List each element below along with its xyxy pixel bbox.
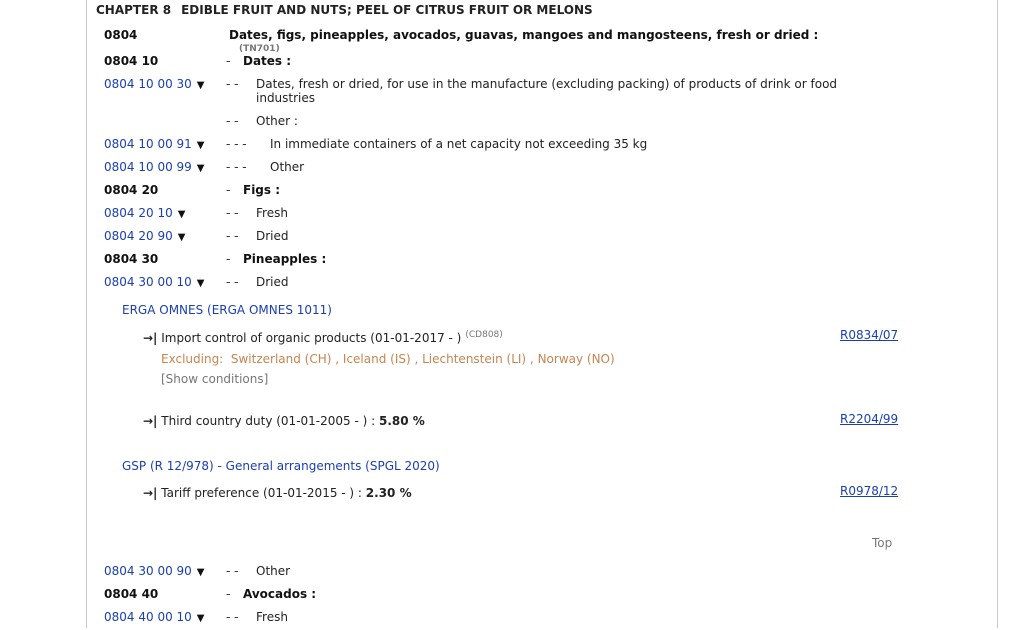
gsp-link[interactable]: GSP (R 12/978) - General arrangements (SPGL 2020) [122,459,440,473]
row-description: Fresh [256,206,288,220]
measure-tariff-preference [143,486,903,500]
duty-value: 2.30 % [365,486,412,500]
subheading-code: 0804 40 [104,587,159,601]
expand-triangle-icon[interactable]: ▼ [196,278,205,289]
indent-dash: - [226,183,231,197]
chapter-title: EDIBLE FRUIT AND NUTS; PEEL OF CITRUS FRUIT OR MELONS [181,3,593,17]
nomenclature-row [104,54,864,74]
expand-triangle-icon[interactable]: ▼ [196,140,205,151]
nomenclature-row[interactable] [104,564,864,584]
indent-dash: - - - [226,137,247,151]
nomenclature-row[interactable] [104,160,864,180]
nomenclature-row [104,183,864,203]
measure-arrow-icon: →| [143,486,158,500]
erga-omnes-link[interactable]: ERGA OMNES (ERGA OMNES 1011) [122,303,332,317]
row-description: Other [256,564,291,578]
nomenclature-row[interactable] [104,275,864,295]
measure-text: Third country duty (01-01-2005 - ) : [161,414,376,428]
row-description: In immediate containers of a net capacity not exceeding 35 kg [270,137,648,151]
row-description: Dates : [243,54,292,68]
footnote-tn701[interactable]: (TN701) [239,44,280,54]
indent-dash: - [226,252,231,266]
measure-text: Tariff preference (01-01-2015 - ) : [161,486,362,500]
nomenclature-row [104,28,864,54]
chapter-label: CHAPTER 8 [96,3,172,17]
measure-import-control [143,330,903,345]
row-description: Avocados : [243,587,317,601]
commodity-code-link[interactable]: 0804 30 00 90 ▼ [104,564,205,578]
nomenclature-row [104,252,864,272]
subheading-code: 0804 10 [104,54,159,68]
nomenclature-row[interactable] [104,206,864,226]
indent-dash: - [226,587,231,601]
heading-description: Dates, figs, pineapples, avocados, guavas, mangoes and mangosteens, fresh or dried :$^{(TN701)}$ [229,28,819,54]
indent-dash: - [226,54,231,68]
expand-triangle-icon[interactable]: ▼ [196,567,205,578]
regulation-link-r2204[interactable]: R2204/99 [840,412,899,426]
commodity-code-link[interactable]: 0804 10 00 30 ▼ [104,77,205,91]
nomenclature-row[interactable] [104,610,864,630]
duty-value: 5.80 % [378,414,425,428]
indent-dash: - - [226,114,239,128]
chapter-heading [96,3,593,17]
row-description: Dates, fresh or dried, for use in the manufacture (excluding packing) of products of drink or food industries [256,77,838,105]
nomenclature-row[interactable] [104,229,864,249]
excluded-country-link[interactable]: Switzerland (CH) [230,352,332,366]
row-description: Fresh [256,610,288,624]
commodity-code-link[interactable]: 0804 10 00 99 ▼ [104,160,205,174]
regulation-link-r0834[interactable]: R0834/07 [840,328,899,342]
indent-dash: - - [226,275,239,289]
indent-dash: - - - [226,160,247,174]
row-description: Dried [256,229,289,243]
commodity-code-link[interactable]: 0804 40 00 10 ▼ [104,610,205,624]
commodity-code-link[interactable]: 0804 20 90 ▼ [104,229,186,243]
frame-left-border [86,0,87,628]
measure-third-country-duty [143,414,903,428]
show-conditions-link[interactable]: [Show conditions] [161,372,269,386]
indent-dash: - - [226,206,239,220]
excluded-country-link[interactable]: Liechtenstein (LI) [422,352,527,366]
measure-text: Import control of organic products (01-01-2017 - ) [161,331,462,345]
commodity-code-link[interactable]: 0804 10 00 91 ▼ [104,137,205,151]
measure-arrow-icon: →| [143,331,158,345]
measure-arrow-icon: →| [143,414,158,428]
frame-right-border [997,0,998,628]
certificate-code[interactable]: (CD808) [465,330,503,340]
indent-dash: - - [226,564,239,578]
excluding-countries: Excluding: Switzerland (CH) , Iceland (IS) , Liechtenstein (LI) , Norway (NO) [161,352,615,366]
excluding-label: Excluding: [161,352,224,366]
row-description: Dried [256,275,289,289]
excluded-country-link[interactable]: Norway (NO) [537,352,615,366]
expand-triangle-icon[interactable]: ▼ [196,613,205,624]
expand-triangle-icon[interactable]: ▼ [196,163,205,174]
expand-triangle-icon[interactable]: ▼ [177,209,186,220]
row-description: Other [270,160,305,174]
indent-dash: - - [226,77,239,91]
row-description: Pineapples : [243,252,327,266]
commodity-code-link[interactable]: 0804 20 10 ▼ [104,206,186,220]
commodity-code-link[interactable]: 0804 30 00 10 ▼ [104,275,205,289]
expand-triangle-icon[interactable]: ▼ [177,232,186,243]
excluded-country-link[interactable]: Iceland (IS) [342,352,411,366]
subheading-code: 0804 30 [104,252,159,266]
expand-triangle-icon[interactable]: ▼ [196,80,205,91]
heading-code: 0804 [104,28,138,42]
indent-dash: - - [226,229,239,243]
nomenclature-row [104,114,864,134]
nomenclature-row[interactable] [104,137,864,157]
nomenclature-row [104,587,864,607]
subheading-code: 0804 20 [104,183,159,197]
indent-dash: - - [226,610,239,624]
regulation-link-r0978[interactable]: R0978/12 [840,484,899,498]
row-description: Figs : [243,183,281,197]
nomenclature-row[interactable] [104,77,864,107]
row-description: Other : [256,114,298,128]
top-link[interactable]: Top [872,536,893,550]
